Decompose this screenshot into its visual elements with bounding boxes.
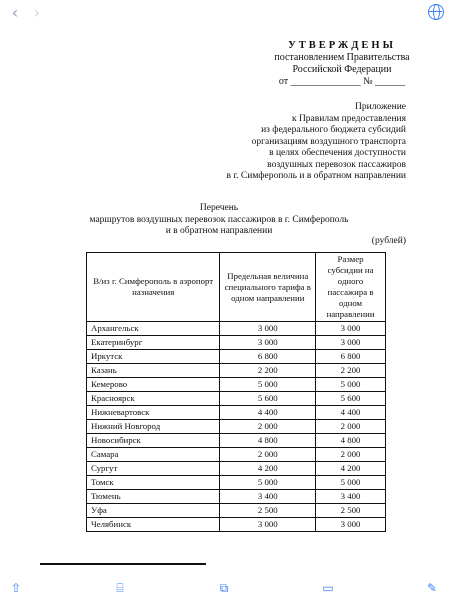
approval-line: Российской Федерации (292, 64, 392, 75)
currency-unit: (рублей) (371, 236, 406, 246)
pages-icon[interactable]: ⧉ (219, 581, 229, 595)
subsidy-cell: 3 000 (316, 518, 386, 532)
tariff-cell: 2 000 (220, 448, 316, 462)
appendix-line: организациям воздушного транспорта (251, 136, 406, 147)
route-cell: Томск (87, 476, 220, 490)
subsidy-cell: 4 200 (316, 462, 386, 476)
approval-line: от ______________ № ______ (278, 76, 406, 87)
tariff-cell: 4 800 (220, 434, 316, 448)
tariff-cell: 3 000 (220, 336, 316, 350)
tariff-cell: 6 800 (220, 350, 316, 364)
route-cell: Архангельск (87, 322, 220, 336)
route-cell: Иркутск (87, 350, 220, 364)
chevron-right-icon[interactable]: › (33, 3, 41, 22)
subsidy-cell: 3 000 (316, 322, 386, 336)
appendix-line: из федерального бюджета субсидий (261, 125, 406, 135)
share-icon[interactable]: ⇧ (10, 581, 22, 595)
footnote-divider (40, 563, 206, 565)
list-subtitle: и в обратном направлении (165, 226, 273, 236)
table-row (87, 504, 386, 518)
tariff-cell: 5 000 (220, 476, 316, 490)
column-header-subsidy: Размер субсидии на одного пассажира в одном направлении (316, 253, 386, 322)
appendix-line: к Правилам предоставления (291, 113, 406, 124)
appendix-line: в целях обеспечения доступности (269, 148, 406, 158)
subsidy-cell: 2 500 (316, 504, 386, 518)
subsidy-cell: 4 400 (316, 406, 386, 420)
route-cell: Екатеринбург (87, 336, 220, 350)
route-cell: Нижневартовск (87, 406, 220, 420)
tariff-cell: 2 500 (220, 504, 316, 518)
table-row (87, 364, 386, 378)
table-row (87, 462, 386, 476)
route-cell: Красноярск (87, 392, 220, 406)
subsidy-cell: 2 000 (316, 448, 386, 462)
tabs-icon[interactable]: ▭ (322, 581, 334, 595)
approval-title: УТВЕРЖДЕНЫ (288, 40, 396, 51)
subsidy-cell: 2 200 (316, 364, 386, 378)
table-row (87, 406, 386, 420)
appendix-block (206, 102, 406, 183)
table-row (87, 336, 386, 350)
tariff-cell: 5 000 (220, 378, 316, 392)
bookmarks-icon[interactable]: ⌸ (116, 581, 124, 595)
subsidy-cell: 3 400 (316, 490, 386, 504)
appendix-line: воздушных перевозок пассажиров (267, 159, 406, 170)
route-cell: Челябинск (87, 518, 220, 532)
column-header-tariff: Предельная величина специального тарифа в одном направлении (220, 253, 316, 322)
table-row (87, 448, 386, 462)
table-header-row (87, 253, 386, 322)
appendix-line: Приложение (355, 102, 406, 112)
browser-bottom-toolbar (0, 576, 450, 600)
tariff-cell: 2 000 (220, 420, 316, 434)
subsidy-cell: 5 000 (316, 476, 386, 490)
annotate-icon[interactable]: ✎ (426, 581, 438, 595)
table-row (87, 420, 386, 434)
tariff-cell: 2 200 (220, 364, 316, 378)
tariff-cell: 3 400 (220, 490, 316, 504)
table-row (87, 476, 386, 490)
table-row (87, 392, 386, 406)
route-cell: Тюмень (87, 490, 220, 504)
route-cell: Уфа (87, 504, 220, 518)
table-row (87, 378, 386, 392)
table-row (87, 490, 386, 504)
route-cell: Казань (87, 364, 220, 378)
subsidy-cell: 4 800 (316, 434, 386, 448)
route-cell: Новосибирск (87, 434, 220, 448)
subsidy-cell: 2 000 (316, 420, 386, 434)
subsidy-cell: 6 800 (316, 350, 386, 364)
table-row (87, 322, 386, 336)
approval-line: постановлением Правительства (274, 52, 410, 63)
tariff-cell: 4 200 (220, 462, 316, 476)
column-header-route: В/из г. Симферополь в аэропорт назначения (87, 253, 220, 322)
list-title: Перечень (199, 203, 239, 213)
route-cell: Сургут (87, 462, 220, 476)
list-heading (60, 203, 378, 238)
tariff-cell: 5 600 (220, 392, 316, 406)
routes-table (86, 252, 386, 532)
route-cell: Кемерово (87, 378, 220, 392)
table-row (87, 434, 386, 448)
approval-block (258, 40, 426, 88)
appendix-line: в г. Симферополь и в обратном направлении (226, 171, 406, 181)
route-cell: Нижний Новгород (87, 420, 220, 434)
tariff-cell: 3 000 (220, 322, 316, 336)
table-row (87, 518, 386, 532)
tariff-cell: 4 400 (220, 406, 316, 420)
route-cell: Самара (87, 448, 220, 462)
subsidy-cell: 5 600 (316, 392, 386, 406)
tariff-cell: 3 000 (220, 518, 316, 532)
table-row (87, 350, 386, 364)
subsidy-cell: 3 000 (316, 336, 386, 350)
subsidy-cell: 5 000 (316, 378, 386, 392)
list-subtitle: маршрутов воздушных перевозок пассажиров в г. Симферополь (89, 214, 349, 225)
chevron-left-icon[interactable]: ‹ (11, 3, 19, 22)
